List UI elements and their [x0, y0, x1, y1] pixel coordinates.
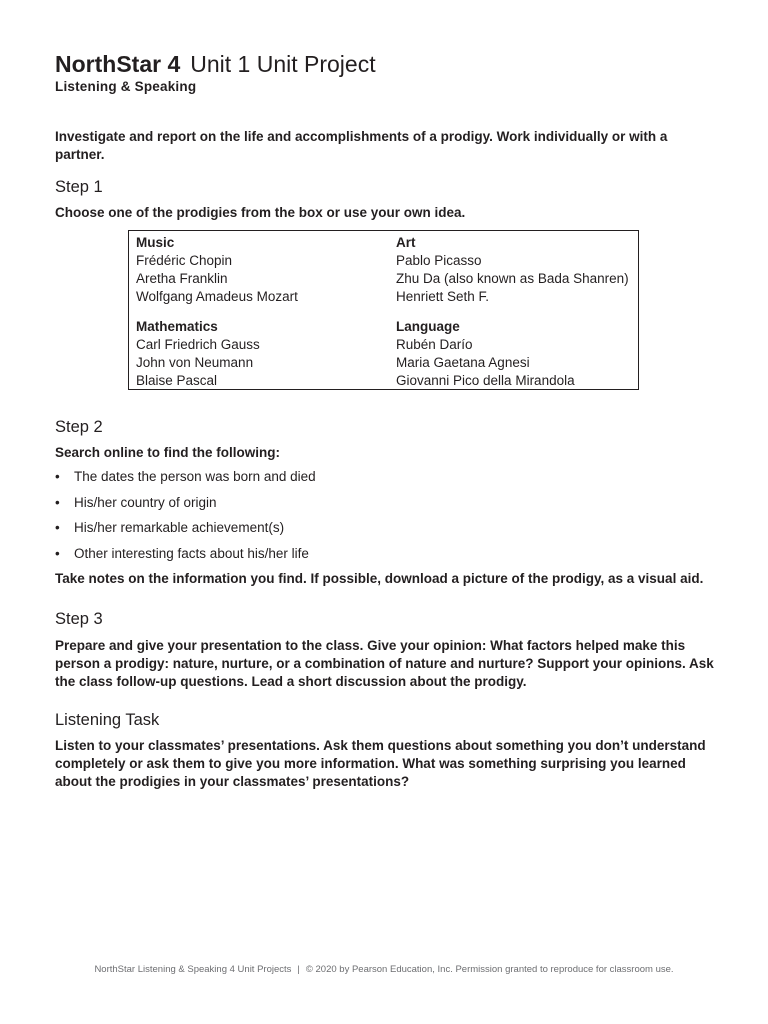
list-item-text: His/her remarkable achievement(s) — [74, 520, 285, 535]
prodigy-name: Blaise Pascal — [136, 373, 218, 388]
box-category-language — [396, 318, 575, 390]
prodigy-name: Henriett Seth F. — [396, 289, 490, 304]
list-item — [55, 545, 316, 571]
page-footer — [0, 964, 768, 975]
footer-copyright: © 2020 by Pearson Education, Inc. Permission granted to reproduce for classroom use. — [305, 964, 674, 975]
page-title — [55, 50, 376, 78]
step2-instruction: Search online to find the following: — [55, 445, 280, 460]
prodigy-name: Rubén Darío — [396, 337, 473, 352]
step1-instruction: Choose one of the prodigies from the box or use your own idea. — [55, 205, 466, 220]
category-label: Art — [396, 235, 416, 250]
prodigy-name: Maria Gaetana Agnesi — [396, 355, 530, 370]
category-label: Mathematics — [136, 319, 218, 334]
step1-heading: Step 1 — [55, 178, 103, 196]
prodigy-name: Frédéric Chopin — [136, 253, 233, 268]
intro-paragraph: Investigate and report on the life and accomplishments of a prodigy. Work individually or with a partner. — [55, 129, 668, 162]
bullet-marker: • — [55, 469, 60, 484]
box-category-mathematics — [136, 318, 260, 390]
prodigy-name: Zhu Da (also known as Bada Shanren) — [396, 271, 629, 286]
prodigy-name: Aretha Franklin — [136, 271, 228, 286]
list-item-text: His/her country of origin — [74, 494, 217, 510]
footer-separator: | — [297, 964, 300, 975]
prodigy-name: Pablo Picasso — [396, 253, 482, 268]
unit-title: Unit 1 Unit Project — [190, 51, 376, 77]
list-item — [55, 519, 316, 545]
prodigy-name: Carl Friedrich Gauss — [136, 337, 260, 352]
page-subtitle: Listening & Speaking — [55, 79, 197, 94]
page-header — [55, 50, 376, 96]
prodigy-name: Giovanni Pico della Mirandola — [396, 373, 575, 388]
brand-name: NorthStar 4 — [55, 51, 181, 77]
step2-bullet-list — [55, 468, 316, 570]
step3-text: Prepare and give your presentation to the class. Give your opinion: What factors helped make this person a prodigy: nature, nurture, or a combination of nature and nurture? Support your opinions. Ask the class follow-up questions. Lead a short discussion about the prodigy. — [55, 638, 714, 689]
list-item-text: The dates the person was born and died — [74, 469, 316, 484]
bullet-marker: • — [55, 545, 60, 561]
box-category-art — [396, 234, 629, 306]
step2-heading: Step 2 — [55, 418, 103, 436]
box-category-music — [136, 234, 298, 306]
step3-heading: Step 3 — [55, 610, 103, 628]
list-item — [55, 468, 316, 494]
prodigy-name: John von Neumann — [136, 355, 254, 370]
footer-title: NorthStar Listening & Speaking 4 Unit Projects — [94, 964, 292, 975]
list-item — [55, 494, 316, 520]
bullet-marker: • — [55, 520, 60, 535]
prodigy-box — [128, 230, 639, 390]
listening-task-heading: Listening Task — [55, 711, 160, 729]
bullet-marker: • — [55, 494, 60, 510]
list-item-text: Other interesting facts about his/her life — [74, 545, 309, 561]
step2-note: Take notes on the information you find. If possible, download a picture of the prodigy, as a visual aid. — [55, 571, 704, 586]
listening-task-text: Listen to your classmates’ presentations. Ask them questions about something you don’t understand completely or ask them to give you more information. What was something surprising you learned about the prodigies in your classmates’ presentations? — [55, 738, 706, 789]
category-label: Music — [136, 235, 175, 250]
prodigy-name: Wolfgang Amadeus Mozart — [136, 289, 298, 304]
category-label: Language — [396, 319, 460, 334]
